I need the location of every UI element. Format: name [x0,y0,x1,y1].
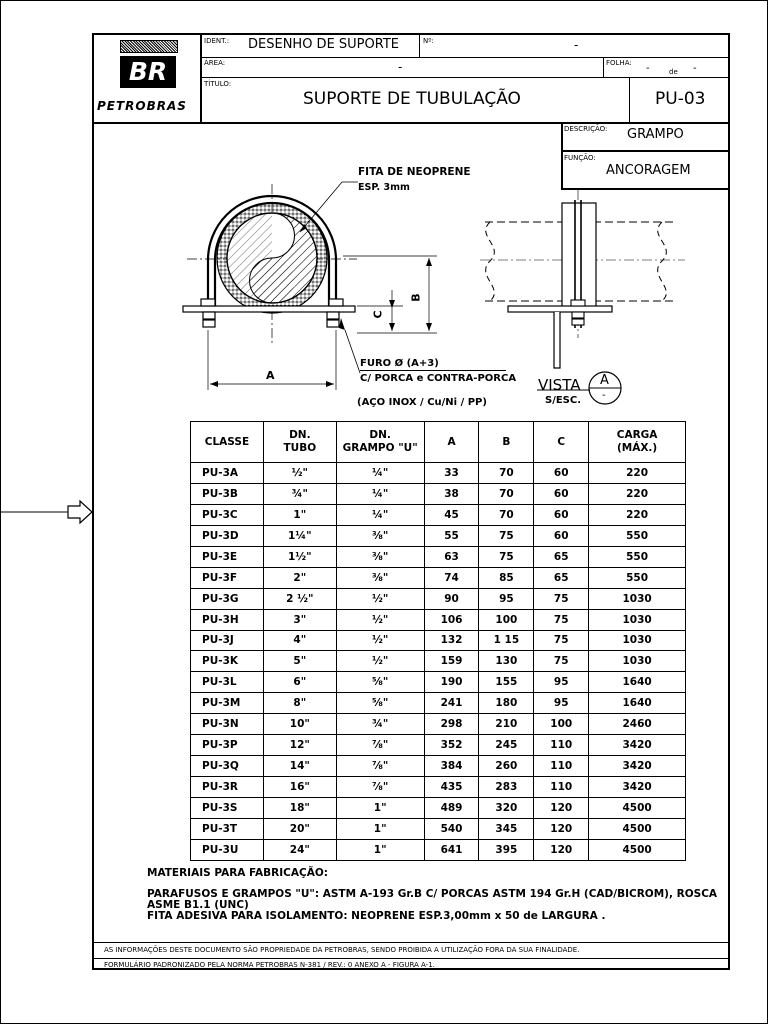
notes-title: MATERIAIS PARA FABRICAÇÃO: [147,867,328,879]
table-cell: 1640 [589,672,686,693]
table-cell: PU-3P [191,735,264,756]
table-header-row [191,422,686,463]
table-cell: 8" [263,693,336,714]
classes-table [190,421,686,861]
table-row [191,504,686,525]
table-cell: 550 [589,525,686,546]
table-cell: 63 [424,546,479,567]
table-cell: ½" [336,609,424,630]
dim-a-label: A [266,369,275,382]
table-cell: 60 [534,483,589,504]
table-row [191,777,686,798]
table-cell: PU-3Q [191,756,264,777]
table-cell: 1 15 [479,630,534,651]
petrobras-logo: BR [120,56,176,88]
table-cell: 1030 [589,630,686,651]
table-cell: 4500 [589,839,686,860]
table-cell: PU-3L [191,672,264,693]
page-marker-arrow-icon [0,498,94,528]
table-cell: 75 [479,546,534,567]
table-cell: 75 [534,630,589,651]
table-cell: PU-3C [191,504,264,525]
table-cell: 260 [479,756,534,777]
table-row [191,672,686,693]
table-cell: ¾" [336,714,424,735]
table-cell: 95 [534,693,589,714]
table-cell: PU-3F [191,567,264,588]
table-cell: 5" [263,651,336,672]
table-cell: 110 [534,756,589,777]
notes-line-3: FITA ADESIVA PARA ISOLAMENTO: NEOPRENE ESP.3,00mm x 50 de LARGURA . [147,910,606,922]
folha-label: FOLHA: [606,59,632,67]
table-row [191,798,686,819]
table-cell: 220 [589,463,686,484]
table-row [191,463,686,484]
table-cell: 120 [534,818,589,839]
table-cell: 95 [534,672,589,693]
dim-b-label: B [409,293,423,302]
table-cell: 20" [263,818,336,839]
area-value: - [398,60,403,74]
table-cell: ⅝" [336,693,424,714]
table-cell: ⅞" [336,756,424,777]
table-cell: ⅜" [336,525,424,546]
table-cell: 283 [479,777,534,798]
table-cell: 12" [263,735,336,756]
table-cell: 70 [479,483,534,504]
table-body [191,463,686,861]
table-cell: 120 [534,798,589,819]
table-cell: 2" [263,567,336,588]
table-header-6: CARGA (MÁX.) [589,422,686,463]
table-cell: ½" [336,630,424,651]
table-cell: 550 [589,567,686,588]
table-cell: 60 [534,525,589,546]
table-cell: 3420 [589,735,686,756]
ident-value: DESENHO DE SUPORTE [248,37,399,52]
footer-line-2: FORMULÁRIO PADRONIZADO PELA NORMA PETROBRAS N-381 / REV.: 0 ANEXO A - FIGURA A-1. [104,961,435,969]
table-cell: PU-3U [191,839,264,860]
table-cell: 345 [479,818,534,839]
furo-label: FURO Ø (A+3) [360,358,439,369]
table-cell: 100 [479,609,534,630]
table-row [191,567,686,588]
titulo-label: TÍTULO: [204,80,232,88]
table-cell: 2460 [589,714,686,735]
table-cell: 55 [424,525,479,546]
table-cell: 60 [534,463,589,484]
table-cell: 75 [534,651,589,672]
material-label: (AÇO INOX / Cu/Ni / PP) [357,397,487,408]
table-cell: ⅜" [336,567,424,588]
table-cell: 352 [424,735,479,756]
table-cell: 33 [424,463,479,484]
table-cell: 245 [479,735,534,756]
porca-label: C/ PORCA e CONTRA-PORCA [360,373,517,384]
table-cell: ⅞" [336,777,424,798]
table-cell: 550 [589,546,686,567]
table-cell: 540 [424,818,479,839]
table-cell: PU-3S [191,798,264,819]
notes-line-2: ASME B1.1 (UNC) [147,899,249,911]
table-header-2: DN. GRAMPO "U" [336,422,424,463]
descricao-value: GRAMPO [627,127,684,142]
vista-scale: S/ESC. [545,395,582,406]
table-cell: 1640 [589,693,686,714]
table-cell: 65 [534,546,589,567]
table-row [191,756,686,777]
no-value: - [574,38,579,52]
table-cell: 4" [263,630,336,651]
table-row [191,630,686,651]
table-cell: 120 [534,839,589,860]
table-cell: 320 [479,798,534,819]
table-header-4: B [479,422,534,463]
titulo-value: SUPORTE DE TUBULAÇÃO [303,89,521,109]
funcao-label: FUNÇÃO: [564,154,596,162]
table-cell: ½" [336,588,424,609]
table-cell: 1" [336,839,424,860]
table-cell: 210 [479,714,534,735]
company-name: PETROBRAS [97,99,187,113]
table-cell: 70 [479,463,534,484]
table-row [191,609,686,630]
table-cell: 1030 [589,588,686,609]
table-cell: ¼" [336,463,424,484]
table-cell: 395 [479,839,534,860]
table-cell: PU-3M [191,693,264,714]
fita-title: FITA DE NEOPRENE [358,166,471,178]
table-cell: 16" [263,777,336,798]
table-cell: 95 [479,588,534,609]
notes-line-1: PARAFUSOS E GRAMPOS "U": ASTM A-193 Gr.B C/ PORCAS ASTM 194 Gr.H (CAD/BICROM), ROSCA [147,888,718,900]
table-cell: ⅝" [336,672,424,693]
table-cell: 241 [424,693,479,714]
vista-label: VISTA [538,376,581,394]
table-row [191,693,686,714]
funcao-value: ANCORAGEM [606,163,691,178]
folha-value: - [646,63,650,74]
materials-notes [147,868,717,922]
table-cell: 45 [424,504,479,525]
table-cell: 74 [424,567,479,588]
table-cell: PU-3R [191,777,264,798]
table-cell: 60 [534,504,589,525]
table-cell: PU-3G [191,588,264,609]
table-cell: 3420 [589,756,686,777]
table-cell: 110 [534,735,589,756]
table-cell: 1¼" [263,525,336,546]
table-cell: PU-3J [191,630,264,651]
table-cell: 1½" [263,546,336,567]
table-row [191,818,686,839]
table-cell: 70 [479,504,534,525]
table-cell: 3" [263,609,336,630]
table-cell: 10" [263,714,336,735]
table-cell: 3420 [589,777,686,798]
table-cell: ¼" [336,483,424,504]
table-cell: ⅞" [336,735,424,756]
table-row [191,588,686,609]
table-cell: PU-3E [191,546,264,567]
table-row [191,735,686,756]
fita-esp: ESP. 3mm [358,182,410,193]
table-cell: 220 [589,483,686,504]
dim-c-label: C [371,310,385,319]
table-row [191,839,686,860]
descricao-label: DESCRIÇÃO: [564,125,608,133]
table-row [191,546,686,567]
table-cell: PU-3T [191,818,264,839]
table-cell: 641 [424,839,479,860]
table-cell: 435 [424,777,479,798]
table-cell: ½" [336,651,424,672]
table-cell: 75 [479,525,534,546]
drawing-code: PU-03 [655,89,706,109]
table-cell: 85 [479,567,534,588]
table-cell: PU-3D [191,525,264,546]
table-cell: 4500 [589,818,686,839]
vista-letter: A [600,373,609,388]
table-header-1: DN. TUBO [263,422,336,463]
table-cell: 1" [336,798,424,819]
table-cell: 1030 [589,651,686,672]
table-cell: 65 [534,567,589,588]
table-row [191,525,686,546]
table-cell: 155 [479,672,534,693]
table-cell: 106 [424,609,479,630]
table-cell: 14" [263,756,336,777]
table-cell: PU-3A [191,463,264,484]
table-cell: 130 [479,651,534,672]
table-cell: PU-3K [191,651,264,672]
area-label: ÁREA: [204,59,226,67]
table-cell: 298 [424,714,479,735]
table-header-3: A [424,422,479,463]
table-cell: 180 [479,693,534,714]
table-row [191,651,686,672]
table-cell: ¾" [263,483,336,504]
table-cell: 1" [263,504,336,525]
table-cell: 384 [424,756,479,777]
table-cell: 489 [424,798,479,819]
table-cell: 132 [424,630,479,651]
table-cell: 2 ½" [263,588,336,609]
table-cell: 4500 [589,798,686,819]
table-cell: ½" [263,463,336,484]
table-cell: 100 [534,714,589,735]
table-cell: ⅜" [336,546,424,567]
logo-hatch-band [120,40,178,53]
vista-dash: - [602,390,606,401]
table-cell: 38 [424,483,479,504]
table-cell: 190 [424,672,479,693]
table-header-5: C [534,422,589,463]
no-label: Nº: [423,37,434,45]
ident-label: IDENT.: [204,37,230,45]
footer-line-1: AS INFORMAÇÕES DESTE DOCUMENTO SÃO PROPRIEDADE DA PETROBRAS, SENDO PROIBIDA A UTILIZAÇÃO FORA DA SUA FINALIDADE. [104,946,580,954]
table-cell: PU-3B [191,483,264,504]
table-cell: 159 [424,651,479,672]
table-cell: 1030 [589,609,686,630]
table-row [191,483,686,504]
table-cell: 75 [534,588,589,609]
folha-de: de [669,68,678,76]
table-cell: 18" [263,798,336,819]
table-cell: 75 [534,609,589,630]
table-cell: 1" [336,818,424,839]
table-cell: 220 [589,504,686,525]
table-cell: PU-3N [191,714,264,735]
table-cell: ¼" [336,504,424,525]
table-cell: PU-3H [191,609,264,630]
table-cell: 6" [263,672,336,693]
table-cell: 24" [263,839,336,860]
table-header-0: CLASSE [191,422,264,463]
table-cell: 90 [424,588,479,609]
folha-total: - [693,63,697,74]
table-row [191,714,686,735]
table-cell: 110 [534,777,589,798]
